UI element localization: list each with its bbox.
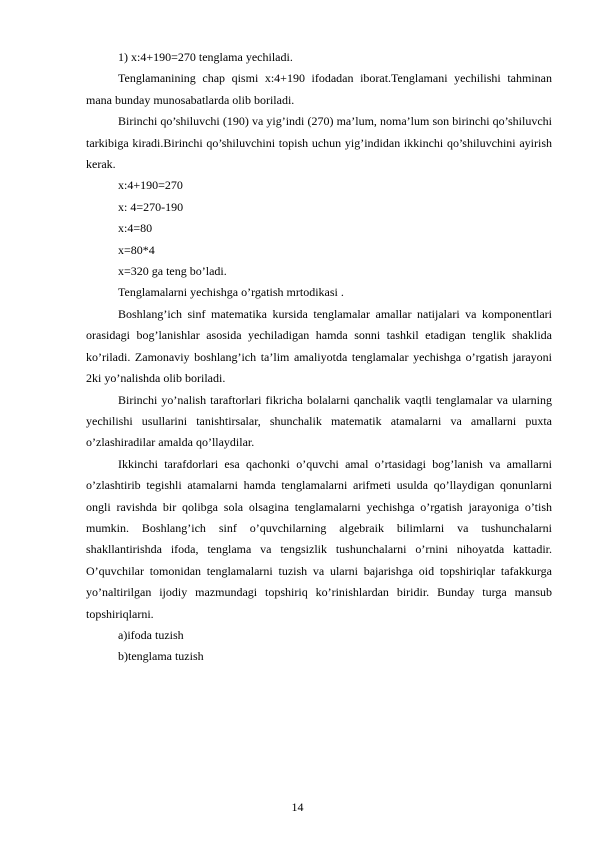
section-heading: Tenglamalarni yechishga o’rgatish mrtodikasi . bbox=[118, 285, 344, 300]
equation-result: x=320 ga teng bo’ladi. bbox=[118, 264, 227, 279]
list-item-a: a)ifoda tuzish bbox=[118, 627, 184, 642]
equation-step-2: x: 4=270-190 bbox=[118, 199, 184, 214]
equation-step-3: x:4=80 bbox=[118, 221, 153, 236]
list-item-b: b)tenglama tuzish bbox=[118, 649, 204, 664]
paragraph-1: Tenglamanining chap qismi x:4+190 ifodadan iborat.Tenglamani yechilishi tahminan mana bunday munosabatlarda olib boriladi. bbox=[86, 71, 552, 107]
paragraph-2: Birinchi qo’shiluvchi (190) va yig’indi (270) ma’lum, noma’lum son birinchi qo’shiluvchi tarkibiga kiradi.Birinchi qo’shiluvchini topish uchun yig’indidan ikkinchi qo’shiluvchini ayirish kerak. bbox=[86, 114, 552, 172]
equation-step-4: x=80*4 bbox=[118, 242, 155, 257]
page-body bbox=[86, 47, 552, 668]
equation-step-1: x:4+190=270 bbox=[118, 178, 183, 193]
paragraph-5: Ikkinchi tarafdorlari esa qachonki o’quvchi amal o’rtasidagi bog’lanish va amallarni o’zlashtirib tegishli atamalarni hamda tenglamalarni arifmeti usulda qo’llaydigan qonunlarni ongli ravishda bir qolibga sola olsagina tenglamalarni yechishga o’rgatish jarayoniga o’tish mumkin. Boshlang’ich sinf o’quvchilarning algebraik bilimlarni va tushunchalarni shakllantirishda ifoda, tenglama va tengsizlik tushunchalarni o’rnini nihoyatda kattadir. O’quvchilar tomonidan tenglamalarni tuzish va ularni bajarishga oid topshiriqlar tafakkurga yo’naltirilgan ijodiy mazmundagi topshiriq ko’rinishlardan biridir. Bunday turga mansub topshiriqlarni. bbox=[86, 456, 552, 621]
paragraph-4: Birinchi yo’nalish taraftorlari fikricha bolalarni qanchalik vaqtli tenglamalar va ularning yechilishi usullarini tanishtirsalar, shunchalik matematik atamalarni va amallarni puxta o’zlashiradilar amalda qo’llaydilar. bbox=[86, 392, 552, 450]
page-number: 14 bbox=[291, 800, 304, 814]
equation-intro: 1) x:4+190=270 tenglama yechiladi. bbox=[118, 50, 293, 64]
paragraph-3: Boshlang’ich sinf matematika kursida tenglamalar amallar natijalari va komponentlari orasidagi bog’lanishlar asosida yechiladigan hamda sonni tashkil etadigan tenglik shaklida ko’riladi. Zamonaviy boshlang’ich ta’lim amaliyotda tenglamalar yechishga o’rgatish jarayoni 2ki yo’nalishda olib boriladi. bbox=[86, 306, 552, 386]
